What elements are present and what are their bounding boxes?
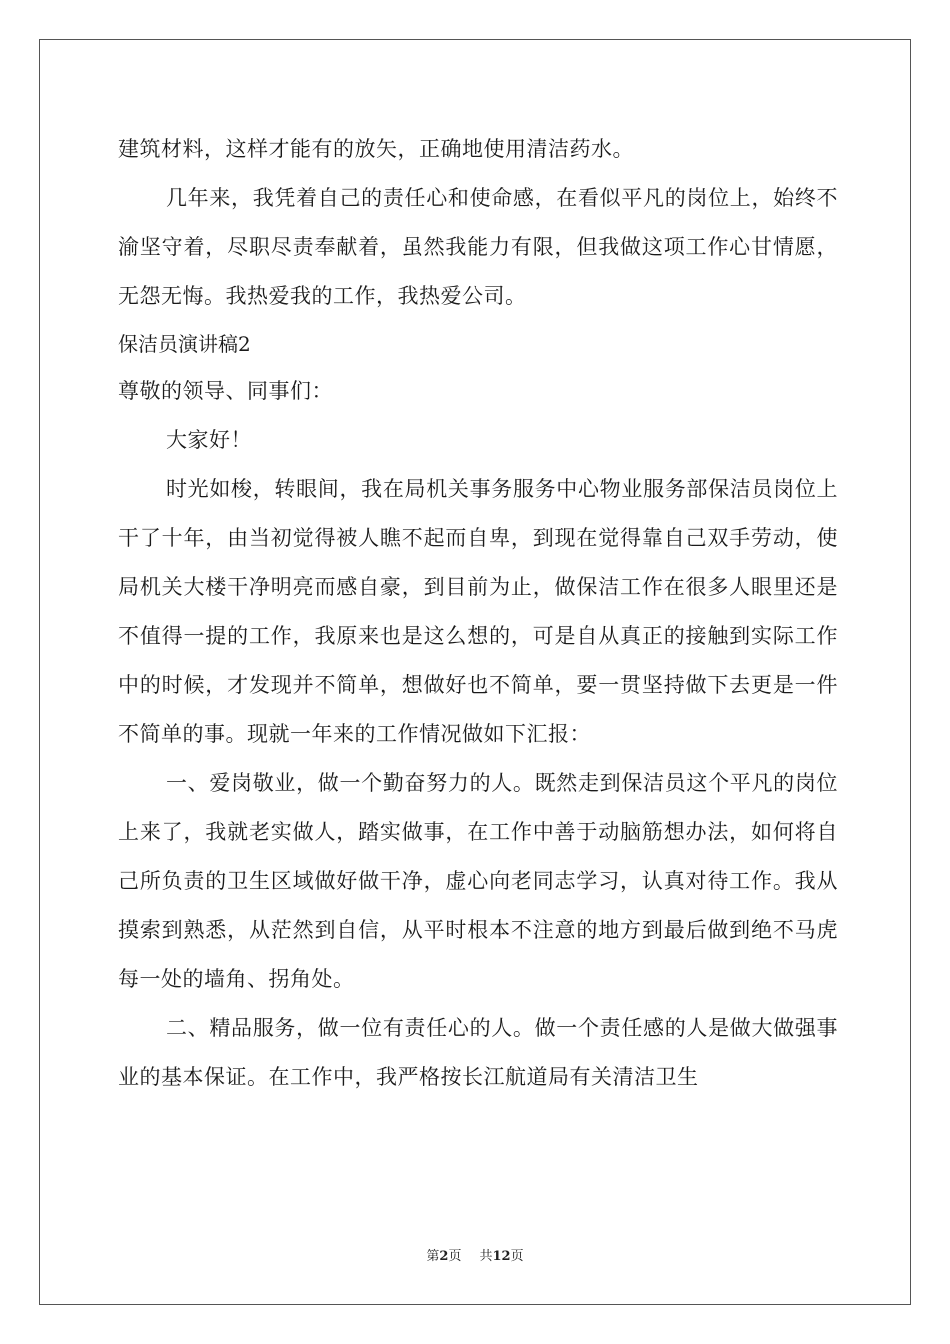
salutation: 尊敬的领导、同事们： <box>118 379 333 403</box>
greeting: 大家好！ <box>166 428 252 452</box>
page-label-suffix: 页 <box>448 1249 462 1264</box>
paragraph-body: 时光如梭，转眼间，我在局机关事务服务中心物业服务部保洁员岗位上干了十年，由当初觉得被人瞧不起而自卑，到现在觉得靠自己双手劳动，使局机关大楼干净明亮而感自豪，到目前为止，做保洁工作在很多人眼里还是不值得一提的工作，我原来也是这么想的，可是自从真正的接触到实际工作中的时候，才发现并不简单，想做好也不简单，要一贯坚持做下去更是一件不简单的事。现就一年来的工作情况做如下汇报： <box>118 477 838 746</box>
page-footer <box>0 1245 950 1264</box>
page-current: 2 <box>439 1249 449 1264</box>
paragraph-body: 几年来，我凭着自己的责任心和使命感，在看似平凡的岗位上，始终不渝坚守着，尽职尽责奉献着，虽然我能力有限，但我做这项工作心甘情愿，无怨无悔。我热爱我的工作，我热爱公司。 <box>118 186 838 308</box>
page-total: 12 <box>492 1249 511 1264</box>
document-body <box>118 125 838 1102</box>
paragraph-body: 一、爱岗敬业，做一个勤奋努力的人。既然走到保洁员这个平凡的岗位上来了，我就老实做人，踏实做事，在工作中善于动脑筋想办法，如何将自己所负责的卫生区域做好做干净，虚心向老同志学习，认真对待工作。我从摸索到熟悉，从茫然到自信，从平时根本不注意的地方到最后做到绝不马虎每一处的墙角、拐角处。 <box>118 771 838 991</box>
section-heading: 保洁员演讲稿2 <box>118 332 251 356</box>
paragraph-continued: 建筑材料，这样才能有的放矢，正确地使用清洁药水。 <box>118 137 634 161</box>
paragraph-body: 二、精品服务，做一位有责任心的人。做一个责任感的人是做大做强事业的基本保证。在工作中，我严格按长江航道局有关清洁卫生 <box>118 1016 838 1089</box>
page-label-prefix: 第 <box>426 1249 440 1264</box>
total-label-suffix: 页 <box>510 1249 524 1264</box>
total-label-prefix: 共 <box>479 1249 493 1264</box>
